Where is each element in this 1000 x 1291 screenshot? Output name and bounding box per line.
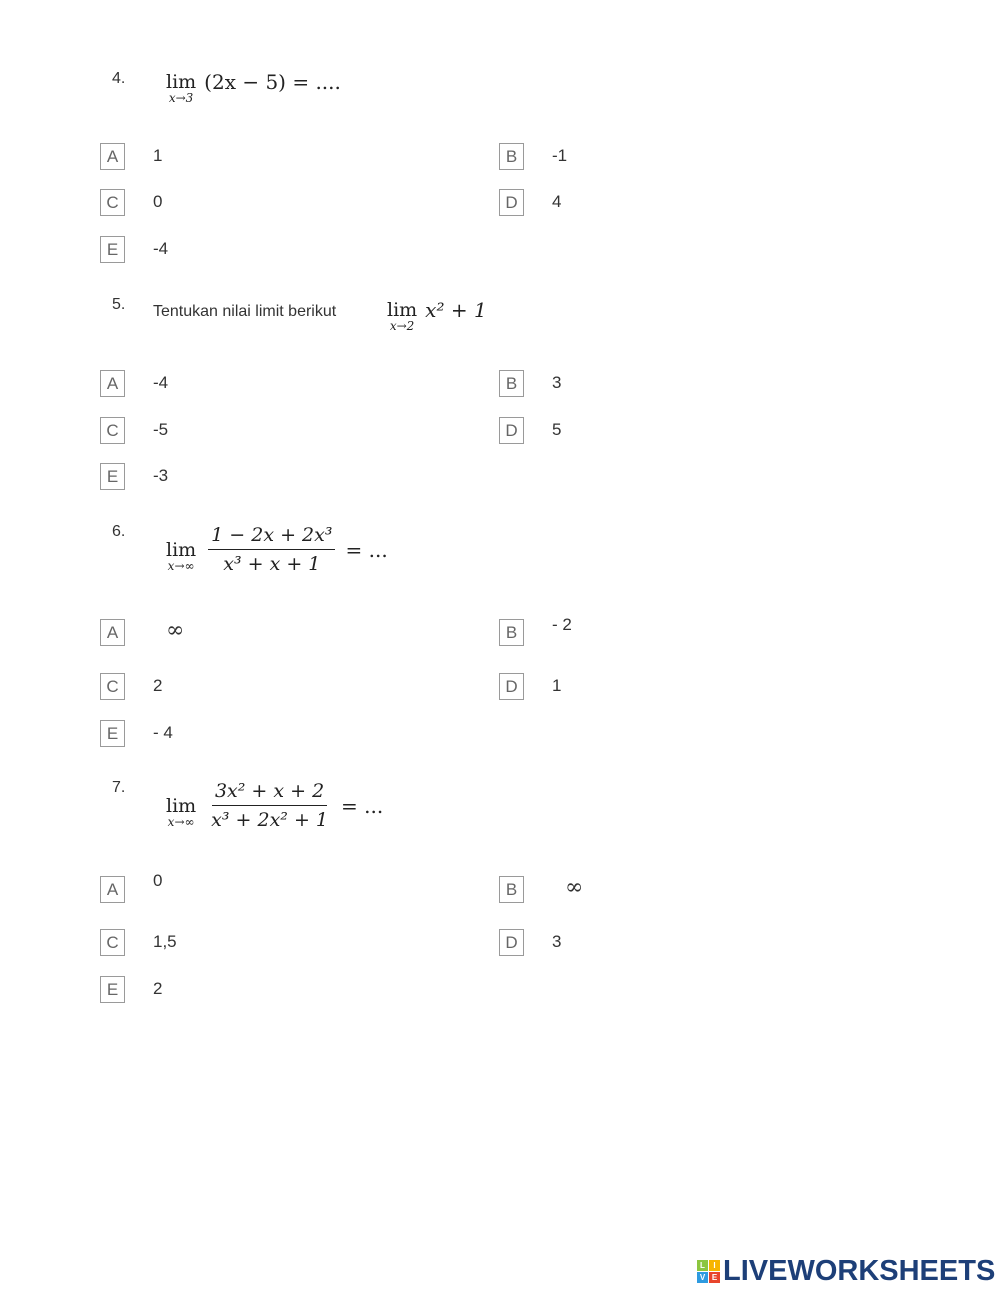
logo-badge-letter: V (697, 1272, 708, 1283)
option-text: 0 (153, 192, 163, 211)
question-number: 5. (112, 296, 126, 313)
option-box[interactable]: D (499, 673, 524, 700)
question-formula (166, 524, 388, 575)
formula-expression: (2x − 5) = .... (204, 69, 341, 94)
question-formula (166, 69, 341, 105)
option-box[interactable]: D (499, 417, 524, 444)
option-text: 3 (552, 932, 562, 951)
formula-expression: x² + 1 (425, 297, 487, 322)
option-box[interactable]: C (100, 929, 125, 956)
fraction-numerator: 1 − 2x + 2x³ (208, 524, 335, 550)
lim-subscript: x→∞ (167, 559, 195, 573)
option-text: -4 (153, 373, 169, 392)
logo-text: LIVEWORKSHEETS (723, 1255, 996, 1287)
fraction-denominator: x³ + 2x² + 1 (211, 809, 329, 831)
fraction-numerator: 3x² + x + 2 (212, 780, 327, 806)
lim-label: lim (166, 795, 197, 817)
option-text: 1,5 (153, 932, 177, 951)
option-box[interactable]: B (499, 370, 524, 397)
option-text: 1 (153, 146, 163, 165)
option-text: ∞ (166, 618, 185, 643)
option-text: 0 (153, 871, 163, 890)
question-prompt: Tentukan nilai limit berikut (153, 303, 337, 320)
logo-badge-letter: L (697, 1260, 708, 1271)
logo-badge-letter: E (709, 1272, 720, 1283)
question-formula (387, 297, 487, 333)
option-text: 2 (153, 979, 163, 998)
formula-tail: = ... (341, 793, 384, 818)
formula-tail: = ... (345, 537, 388, 562)
option-box[interactable]: E (100, 976, 125, 1003)
lim-subscript: x→3 (168, 91, 194, 105)
option-text: -5 (153, 420, 169, 439)
lim-label: lim (166, 539, 197, 561)
option-box[interactable]: B (499, 143, 524, 170)
option-box[interactable]: D (499, 189, 524, 216)
option-text: -3 (153, 466, 169, 485)
lim-label: lim (387, 299, 418, 321)
question-number: 6. (112, 523, 126, 540)
option-text: 1 (552, 676, 562, 695)
option-box[interactable]: B (499, 876, 524, 903)
option-text: 2 (153, 676, 163, 695)
option-text: ∞ (565, 875, 584, 900)
option-text: -4 (153, 239, 169, 258)
option-box[interactable]: C (100, 417, 125, 444)
option-box[interactable]: A (100, 370, 125, 397)
option-box[interactable]: E (100, 463, 125, 490)
option-box[interactable]: B (499, 619, 524, 646)
option-box[interactable]: A (100, 876, 125, 903)
option-box[interactable]: E (100, 720, 125, 747)
option-text: 3 (552, 373, 562, 392)
option-text: 5 (552, 420, 562, 439)
fraction-denominator: x³ + x + 1 (223, 553, 321, 575)
option-box[interactable]: C (100, 189, 125, 216)
lim-subscript: x→∞ (167, 815, 195, 829)
option-text: - 2 (552, 615, 572, 634)
option-box[interactable]: C (100, 673, 125, 700)
lim-label: lim (166, 71, 197, 93)
option-text: 4 (552, 192, 562, 211)
option-text: -1 (552, 146, 568, 165)
question-number: 7. (112, 779, 126, 796)
option-box[interactable]: E (100, 236, 125, 263)
lim-subscript: x→2 (389, 319, 415, 333)
question-number: 4. (112, 70, 126, 87)
liveworksheets-logo (697, 1255, 995, 1288)
logo-badge-letter: I (709, 1260, 720, 1271)
option-text: - 4 (153, 723, 173, 742)
logo-badge-icon (697, 1260, 720, 1283)
option-box[interactable]: A (100, 143, 125, 170)
option-box[interactable]: D (499, 929, 524, 956)
question-formula (166, 780, 383, 831)
option-box[interactable]: A (100, 619, 125, 646)
